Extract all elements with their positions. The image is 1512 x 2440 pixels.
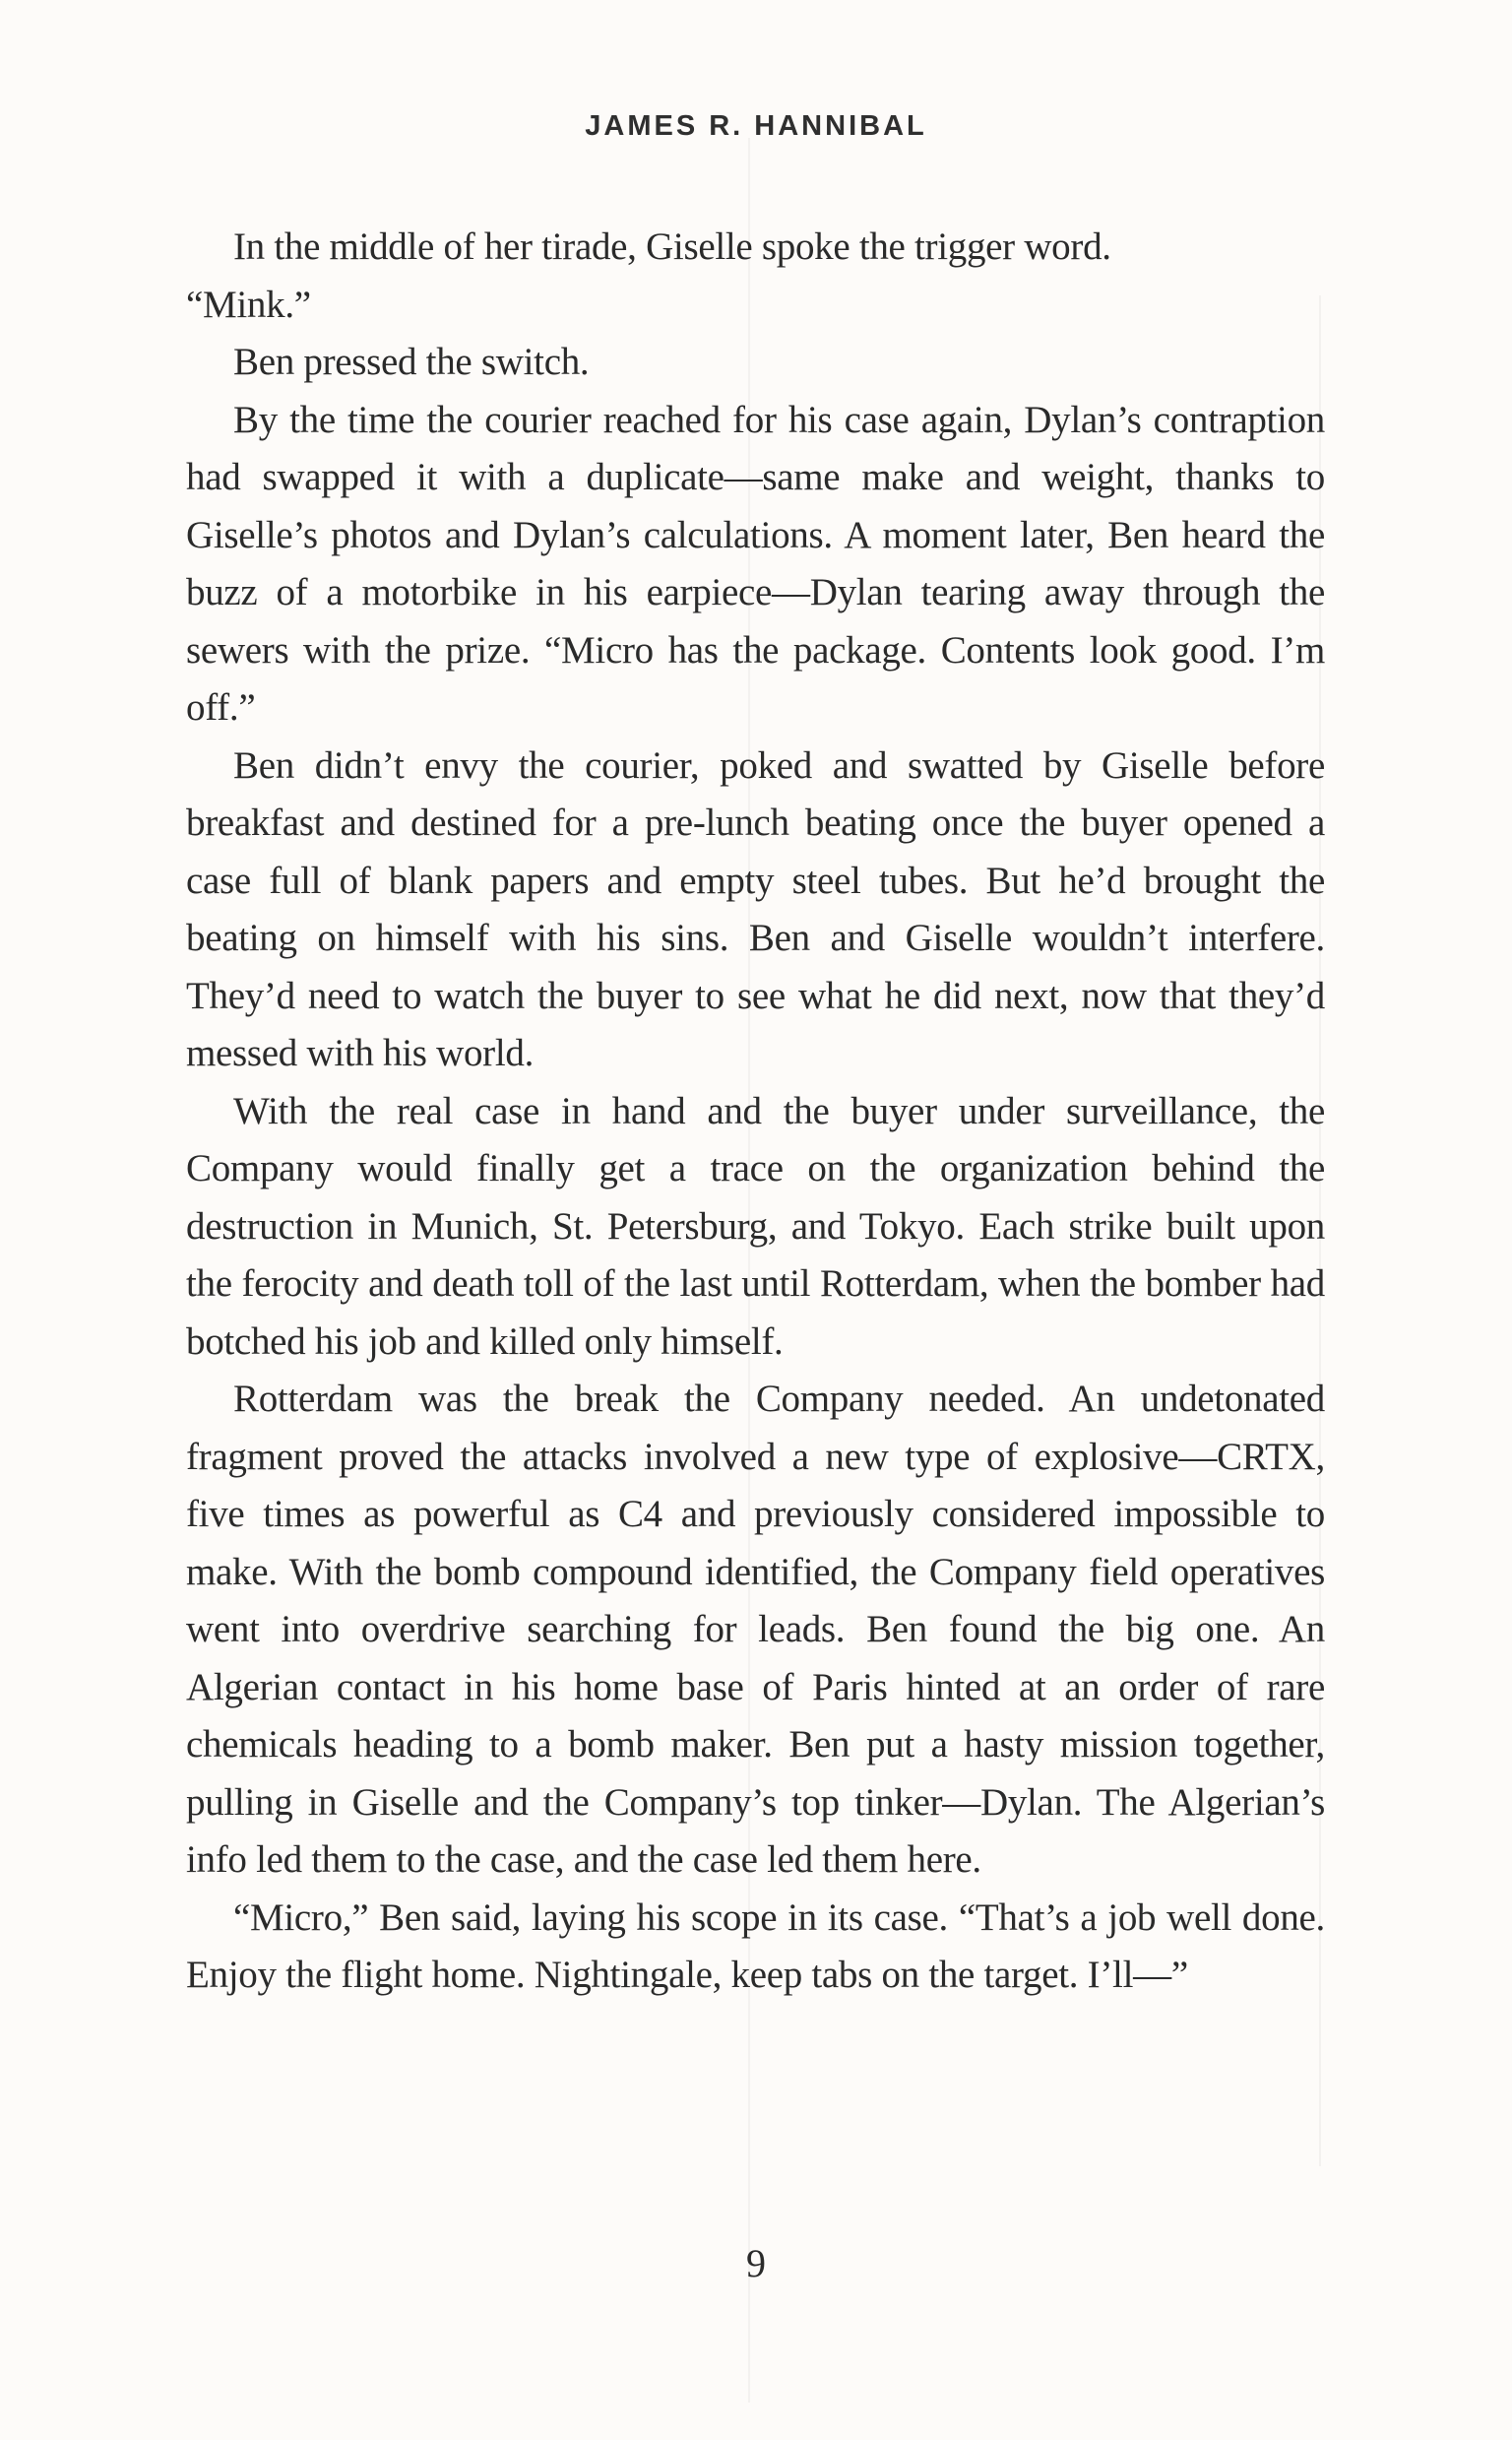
body-text	[186, 219, 1325, 2005]
paragraph: “Micro,” Ben said, laying his scope in its case. “That’s a job well done. Enjoy the flight home. Nightingale, keep tabs on the target. I’ll—”	[186, 1895, 1325, 1996]
paragraph: “Mink.”	[186, 283, 311, 326]
paragraph: Ben didn’t envy the courier, poked and swatted by Giselle before breakfast and destined for a pre-lunch beating once the buyer opened a case full of blank papers and empty steel tubes. But he’d brought the beating on himself with his sins. Ben and Giselle wouldn’t interfere. They’d need to watch the buyer to see what he did next, now that they’d messed with his world.	[186, 743, 1325, 1074]
paragraph: In the middle of her tirade, Giselle spoke the trigger word.	[233, 225, 1111, 268]
paragraph: By the time the courier reached for his case again, Dylan’s contraption had swapped it with a duplicate—same make and weight, thanks to Giselle’s photos and Dylan’s calculations. A moment later, Ben heard the buzz of a motorbike in his earpiece—Dylan tearing away through the sewers with the prize. “Micro has the package. Contents look good. I’m off.”	[186, 398, 1325, 729]
page-number: 9	[746, 2241, 766, 2285]
paragraph: With the real case in hand and the buyer under surveillance, the Company would finally get a trace on the organization behind the destruction in Munich, St. Petersburg, and Tokyo. Each strike built upon the ferocity and death toll of the last until Rotterdam, when the bomber had botched his job and killed only himself.	[186, 1089, 1325, 1363]
paragraph: Rotterdam was the break the Company needed. An undetonated fragment proved the attacks involved a new type of explosive—CRTX, five times as powerful as C4 and previously considered impossible to make. With the bomb compound identified, the Company field operatives went into overdrive searching for leads. Ben found the big one. An Algerian contact in his home base of Paris hinted at an order of rare chemicals heading to a bomb maker. Ben put a hasty mission together, pulling in Giselle and the Company’s top tinker—Dylan. The Algerian’s info led them to the case, and the case led them here.	[186, 1378, 1325, 1881]
paragraph: Ben pressed the switch.	[233, 341, 590, 383]
running-head-author: JAMES R. HANNIBAL	[585, 110, 927, 142]
